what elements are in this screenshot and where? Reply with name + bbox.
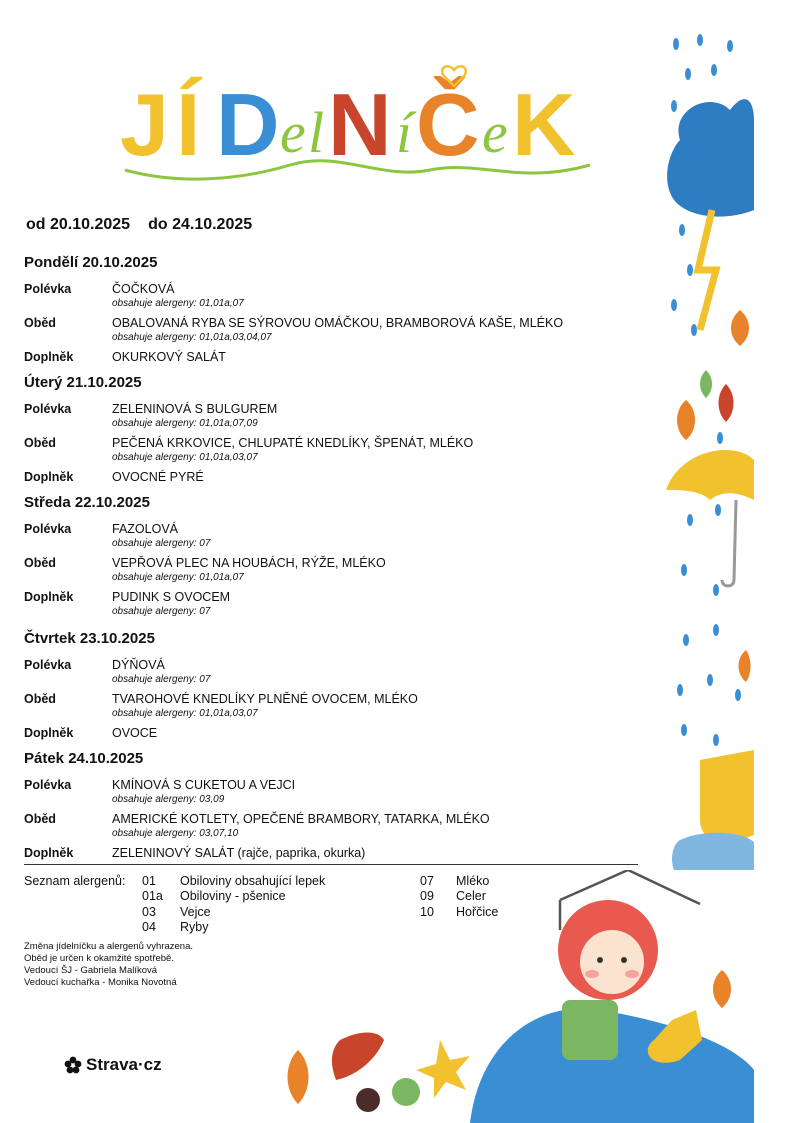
allergen-code: 01a — [142, 889, 163, 903]
title-letter-k: K — [512, 75, 576, 174]
leaf-icon — [719, 384, 734, 422]
title-letter-e2: e — [482, 100, 508, 165]
dish-name: PUDINK S OVOCEM — [112, 590, 231, 604]
dish-name: PEČENÁ KRKOVICE, CHLUPATÉ KNEDLÍKY, ŠPENÁT, MLÉKO — [112, 436, 474, 450]
leaf-icon — [332, 1033, 384, 1081]
rain-border-illustration — [660, 30, 754, 870]
row-label-side: Doplněk — [24, 470, 74, 484]
date-range — [26, 216, 252, 234]
dish-name: VEPŘOVÁ PLEC NA HOUBÁCH, RÝŽE, MLÉKO — [112, 556, 386, 570]
rain-boot-icon — [700, 750, 754, 842]
row-label-soup: Polévka — [24, 522, 72, 536]
row-label-side: Doplněk — [24, 726, 74, 740]
dish-allergens: obsahuje alergeny: 03,07,10 — [112, 828, 239, 839]
row-label-soup: Polévka — [24, 282, 72, 296]
chestnut-icon — [356, 1088, 380, 1112]
allergen-code: 07 — [420, 874, 434, 888]
dish-name: TVAROHOVÉ KNEDLÍKY PLNĚNÉ OVOCEM, MLÉKO — [112, 692, 418, 706]
note-line: Oběd je určen k okamžité spotřebě. — [24, 953, 174, 964]
dish-name: OBALOVANÁ RYBA SE SÝROVOU OMÁČKOU, BRAMBOROVÁ KAŠE, MLÉKO — [112, 316, 564, 330]
umbrella-handle — [722, 500, 736, 586]
title-letter-n: N — [328, 75, 392, 174]
dish-allergens: obsahuje alergeny: 01,01a,03,04,07 — [112, 332, 272, 343]
face-icon — [580, 930, 644, 994]
allergen-name: Mléko — [456, 874, 490, 888]
title-letter-c: Č — [416, 75, 480, 174]
dish-name: OKURKOVÝ SALÁT — [112, 350, 226, 364]
row-label-lunch: Oběd — [24, 556, 56, 570]
dish-name: ZELENINOVÁ S BULGUREM — [112, 402, 278, 416]
date-to: do 24.10.2025 — [148, 216, 253, 233]
note-line: Vedoucí kuchařka - Monika Novotná — [24, 977, 177, 988]
row-label-side: Doplněk — [24, 350, 74, 364]
strava-logo-icon — [64, 1056, 82, 1074]
day-title-wednesday: Středa 22.10.2025 — [24, 494, 150, 511]
dish-allergens: obsahuje alergeny: 01,01a,07 — [112, 572, 244, 583]
allergen-code: 09 — [420, 889, 434, 903]
leaf-icon — [739, 650, 751, 682]
allergen-name: Hořčice — [456, 905, 499, 919]
strava-logo-text: Strava·cz — [86, 1055, 162, 1074]
dish-name: FAZOLOVÁ — [112, 522, 178, 536]
cloud-icon — [667, 99, 754, 216]
day-title-thursday: Čtvrtek 23.10.2025 — [24, 630, 155, 647]
leaf-icon — [677, 400, 695, 440]
row-label-side: Doplněk — [24, 846, 74, 860]
allergen-name: Vejce — [180, 905, 211, 919]
leaf-icon — [700, 370, 712, 398]
title-letter-j: J — [120, 75, 169, 174]
allergen-list-heading: Seznam alergenů: — [24, 874, 126, 888]
dish-allergens: obsahuje alergeny: 07 — [112, 674, 211, 685]
row-label-lunch: Oběd — [24, 436, 56, 450]
allergen-name: Ryby — [180, 920, 209, 934]
allergen-name: Obiloviny obsahující lepek — [180, 874, 326, 888]
dish-allergens: obsahuje alergeny: 01,01a,07 — [112, 298, 244, 309]
dish-name: OVOCE — [112, 726, 158, 740]
strava-logo — [64, 1055, 162, 1075]
note-line: Vedoucí ŠJ - Gabriela Malíková — [24, 965, 158, 976]
title-letter-i2: í — [396, 100, 413, 165]
dish-name: ZELENINOVÝ SALÁT (rajče, paprika, okurka) — [112, 846, 366, 860]
puddle-icon — [672, 833, 754, 870]
allergen-name: Celer — [456, 889, 486, 903]
row-label-lunch: Oběd — [24, 316, 56, 330]
lightning-icon — [698, 210, 716, 330]
menu-title-lettering — [120, 60, 600, 190]
dish-allergens: obsahuje alergeny: 03,09 — [112, 794, 225, 805]
dish-allergens: obsahuje alergeny: 07 — [112, 606, 211, 617]
title-letter-d: D — [216, 75, 280, 174]
date-from: od 20.10.2025 — [26, 216, 131, 233]
note-line: Změna jídelníčku a alergenů vyhrazena. — [24, 941, 193, 952]
title-letter-e: e — [280, 100, 306, 165]
dish-allergens: obsahuje alergeny: 01,01a,03,07 — [112, 452, 258, 463]
dish-name: KMÍNOVÁ S CUKETOU A VEJCI — [112, 778, 296, 792]
leaf-icon — [731, 310, 749, 346]
row-label-lunch: Oběd — [24, 812, 56, 826]
dish-name: ČOČKOVÁ — [112, 282, 175, 296]
allergen-name: Obiloviny - pšenice — [180, 889, 286, 903]
dish-allergens: obsahuje alergeny: 01,01a,07,09 — [112, 418, 258, 429]
row-label-lunch: Oběd — [24, 692, 56, 706]
day-title-monday: Pondělí 20.10.2025 — [24, 254, 158, 271]
day-title-tuesday: Úterý 21.10.2025 — [24, 374, 142, 391]
row-label-soup: Polévka — [24, 778, 72, 792]
leaf-icon — [713, 970, 731, 1008]
autumn-leaves-illustration — [280, 1020, 470, 1123]
dish-name: OVOCNÉ PYRÉ — [112, 470, 204, 484]
allergen-code: 01 — [142, 874, 156, 888]
chestnut-burr-icon — [392, 1078, 420, 1106]
title-letter-i: Í — [176, 75, 201, 174]
title-letter-l: l — [308, 100, 325, 165]
mug-icon — [562, 1000, 618, 1060]
allergen-code: 10 — [420, 905, 434, 919]
dish-allergens: obsahuje alergeny: 01,01a,03,07 — [112, 708, 258, 719]
umbrella-icon — [666, 450, 754, 500]
maple-leaf-icon — [416, 1040, 470, 1098]
dish-name: AMERICKÉ KOTLETY, OPEČENÉ BRAMBORY, TATARKA, MLÉKO — [112, 812, 490, 826]
allergen-code: 04 — [142, 920, 156, 934]
row-label-soup: Polévka — [24, 658, 72, 672]
day-title-friday: Pátek 24.10.2025 — [24, 750, 144, 767]
allergen-code: 03 — [142, 905, 156, 919]
dish-allergens: obsahuje alergeny: 07 — [112, 538, 211, 549]
dish-name: DÝŇOVÁ — [112, 658, 165, 672]
row-label-side: Doplněk — [24, 590, 74, 604]
section-divider — [24, 864, 638, 865]
roof-outline — [560, 870, 700, 904]
row-label-soup: Polévka — [24, 402, 72, 416]
leaf-icon — [288, 1050, 309, 1104]
